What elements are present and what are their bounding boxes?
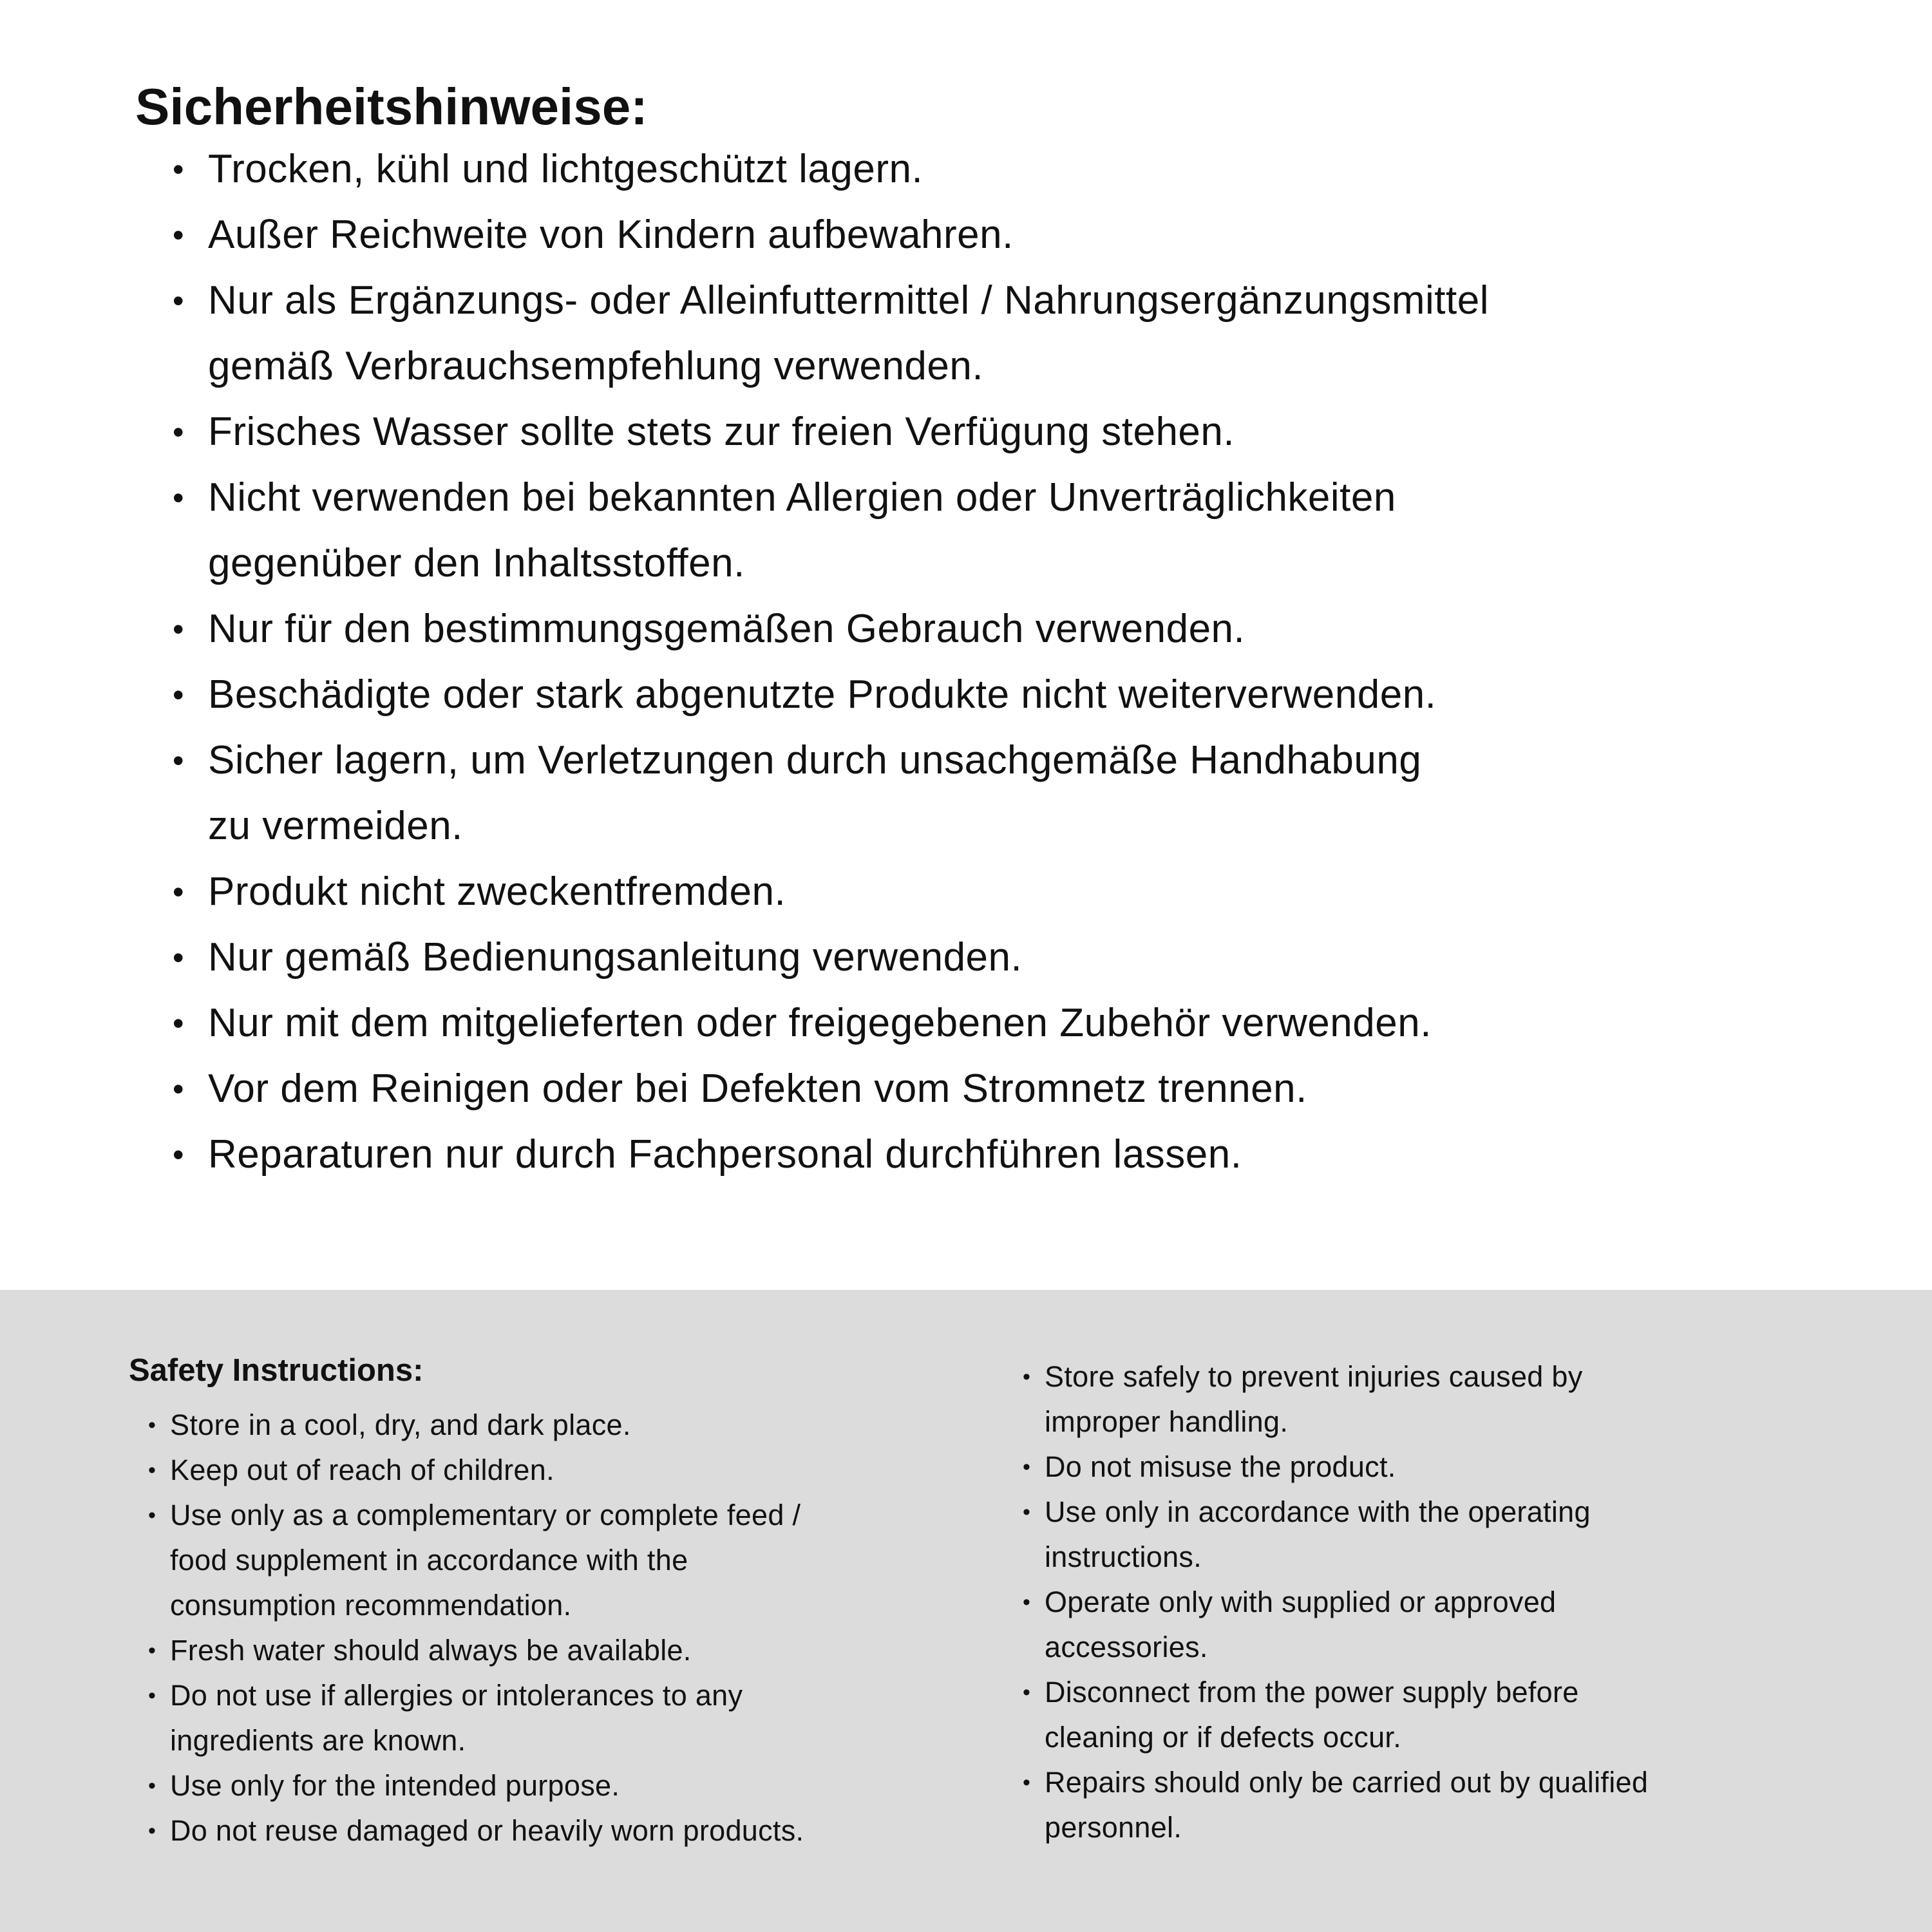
bullet-text xyxy=(208,399,1235,465)
bullet-line: consumption recommendation. xyxy=(170,1589,572,1622)
bullet-icon: • xyxy=(173,480,184,516)
bullet-text xyxy=(170,1628,692,1673)
bullet-line: gemäß Verbrauchsempfehlung verwenden. xyxy=(208,344,984,388)
bullet-line: Keep out of reach of children. xyxy=(170,1454,554,1486)
bullet-line: Fresh water should always be available. xyxy=(170,1634,692,1667)
bullet-line: Repairs should only be carried out by qualified xyxy=(1045,1766,1649,1799)
bullet-text xyxy=(208,137,923,202)
list-item xyxy=(129,1763,998,1808)
bullet-line: food supplement in accordance with the xyxy=(170,1544,688,1577)
list-item xyxy=(135,728,1855,859)
bullet-text xyxy=(170,1493,800,1628)
bullet-text xyxy=(1045,1760,1648,1850)
bullet-line: improper handling. xyxy=(1045,1405,1289,1438)
list-item xyxy=(1003,1490,1905,1580)
bullet-line: Außer Reichweite von Kindern aufbewahren. xyxy=(208,213,1014,257)
bullet-line: Do not misuse the product. xyxy=(1045,1450,1396,1483)
bullet-line: Nur als Ergänzungs- oder Alleinfuttermittel / Nahrungsergänzungsmittel xyxy=(208,278,1489,323)
list-item xyxy=(129,1628,998,1673)
bullet-text xyxy=(1045,1444,1396,1490)
bullet-text xyxy=(170,1808,804,1853)
bullet-icon: • xyxy=(173,283,184,319)
bullet-text xyxy=(208,1122,1242,1188)
bullet-icon: • xyxy=(173,1071,184,1107)
list-item xyxy=(129,1808,998,1853)
bullet-line: ingredients are known. xyxy=(170,1724,466,1757)
list-item xyxy=(129,1448,998,1493)
bullet-icon: • xyxy=(173,940,184,976)
list-item xyxy=(135,596,1855,662)
bullet-line: Sicher lagern, um Verletzungen durch unsachgemäße Handhabung xyxy=(208,738,1422,782)
bullet-line: Use only as a complementary or complete feed / xyxy=(170,1499,801,1531)
bullet-icon: • xyxy=(1023,1455,1030,1479)
bullet-line: cleaning or if defects occur. xyxy=(1045,1721,1401,1754)
bullet-text xyxy=(170,1673,743,1763)
bullet-line: Nicht verwenden bei bekannten Allergien oder Unverträglichkeiten xyxy=(208,475,1396,520)
list-item xyxy=(129,1673,998,1763)
bullet-text xyxy=(208,1056,1307,1122)
list-item xyxy=(135,202,1855,268)
bullet-text xyxy=(208,596,1245,662)
bullet-icon: • xyxy=(1023,1590,1030,1615)
list-item xyxy=(135,1122,1855,1188)
bullet-line: gegenüber den Inhaltsstoffen. xyxy=(208,541,745,585)
bullet-line: Store safely to prevent injuries caused by xyxy=(1045,1360,1583,1393)
list-item xyxy=(1003,1670,1905,1760)
bullet-line: Nur mit dem mitgelieferten oder freigegebenen Zubehör verwenden. xyxy=(208,1001,1432,1045)
bullet-line: zu vermeiden. xyxy=(208,804,463,848)
list-item xyxy=(1003,1580,1905,1670)
list-item xyxy=(135,137,1855,202)
bullet-line: Do not reuse damaged or heavily worn products. xyxy=(170,1814,804,1847)
bullet-icon: • xyxy=(148,1458,156,1482)
bullet-line: Do not use if allergies or intolerances to any xyxy=(170,1679,743,1712)
list-item xyxy=(129,1403,998,1448)
list-item xyxy=(135,1056,1855,1122)
english-section-title: Safety Instructions: xyxy=(129,1353,424,1388)
english-safety-section xyxy=(0,1290,1932,1932)
bullet-text xyxy=(170,1448,554,1493)
list-item xyxy=(129,1493,998,1628)
bullet-icon: • xyxy=(173,677,184,713)
bullet-icon: • xyxy=(173,217,184,253)
bullet-icon: • xyxy=(148,1638,156,1663)
bullet-icon: • xyxy=(173,611,184,647)
bullet-text xyxy=(208,925,1022,990)
bullet-icon: • xyxy=(1023,1770,1030,1795)
bullet-text xyxy=(1045,1580,1556,1670)
bullet-line: Use only for the intended purpose. xyxy=(170,1769,620,1802)
bullet-icon: • xyxy=(173,414,184,450)
bullet-line: personnel. xyxy=(1045,1811,1182,1844)
list-item xyxy=(1003,1354,1905,1444)
bullet-line: Store in a cool, dry, and dark place. xyxy=(170,1408,631,1441)
bullet-icon: • xyxy=(148,1774,156,1798)
bullet-line: Produkt nicht zweckentfremden. xyxy=(208,869,786,914)
list-item xyxy=(1003,1760,1905,1850)
english-right-column xyxy=(1003,1354,1905,1850)
bullet-icon: • xyxy=(173,743,184,779)
list-item xyxy=(135,268,1855,399)
bullet-icon: • xyxy=(173,1137,184,1173)
bullet-icon: • xyxy=(148,1683,156,1708)
bullet-text xyxy=(208,728,1421,859)
bullet-text xyxy=(208,268,1489,399)
english-safety-list-right xyxy=(1003,1354,1905,1850)
bullet-icon: • xyxy=(173,1005,184,1041)
bullet-text xyxy=(208,465,1396,596)
english-left-column xyxy=(129,1352,998,1853)
bullet-text xyxy=(208,202,1014,268)
list-item xyxy=(135,399,1855,465)
bullet-line: Vor dem Reinigen oder bei Defekten vom Stromnetz trennen. xyxy=(208,1066,1307,1111)
list-item xyxy=(135,465,1855,596)
german-section-title: Sicherheitshinweise: xyxy=(135,78,648,135)
bullet-line: Trocken, kühl und lichtgeschützt lagern. xyxy=(208,147,923,191)
bullet-line: Beschädigte oder stark abgenutzte Produkte nicht weiterverwenden. xyxy=(208,672,1437,717)
bullet-text xyxy=(208,990,1432,1056)
bullet-icon: • xyxy=(148,1503,156,1528)
bullet-text xyxy=(208,662,1436,728)
english-safety-list-left xyxy=(129,1403,998,1853)
bullet-line: Nur gemäß Bedienungsanleitung verwenden. xyxy=(208,935,1023,980)
bullet-text xyxy=(208,859,786,925)
bullet-text xyxy=(170,1763,620,1808)
bullet-line: instructions. xyxy=(1045,1540,1202,1573)
bullet-icon: • xyxy=(1023,1365,1030,1389)
bullet-line: Reparaturen nur durch Fachpersonal durchführen lassen. xyxy=(208,1132,1242,1177)
list-item xyxy=(135,859,1855,925)
list-item xyxy=(135,925,1855,990)
bullet-line: accessories. xyxy=(1045,1631,1208,1663)
bullet-text xyxy=(1045,1670,1579,1760)
bullet-icon: • xyxy=(1023,1500,1030,1524)
bullet-icon: • xyxy=(173,874,184,910)
bullet-line: Use only in accordance with the operating xyxy=(1045,1495,1591,1528)
list-item xyxy=(135,990,1855,1056)
bullet-icon: • xyxy=(1023,1680,1030,1705)
list-item xyxy=(135,662,1855,728)
bullet-line: Disconnect from the power supply before xyxy=(1045,1676,1579,1709)
bullet-text xyxy=(170,1403,631,1448)
bullet-line: Nur für den bestimmungsgemäßen Gebrauch verwenden. xyxy=(208,607,1245,651)
bullet-line: Frisches Wasser sollte stets zur freien Verfügung stehen. xyxy=(208,410,1235,454)
bullet-icon: • xyxy=(148,1819,156,1843)
bullet-text xyxy=(1045,1490,1591,1580)
german-safety-list xyxy=(135,137,1855,1188)
list-item xyxy=(1003,1444,1905,1490)
bullet-text xyxy=(1045,1354,1583,1444)
bullet-icon: • xyxy=(173,151,184,187)
bullet-line: Operate only with supplied or approved xyxy=(1045,1586,1557,1618)
bullet-icon: • xyxy=(148,1413,156,1437)
